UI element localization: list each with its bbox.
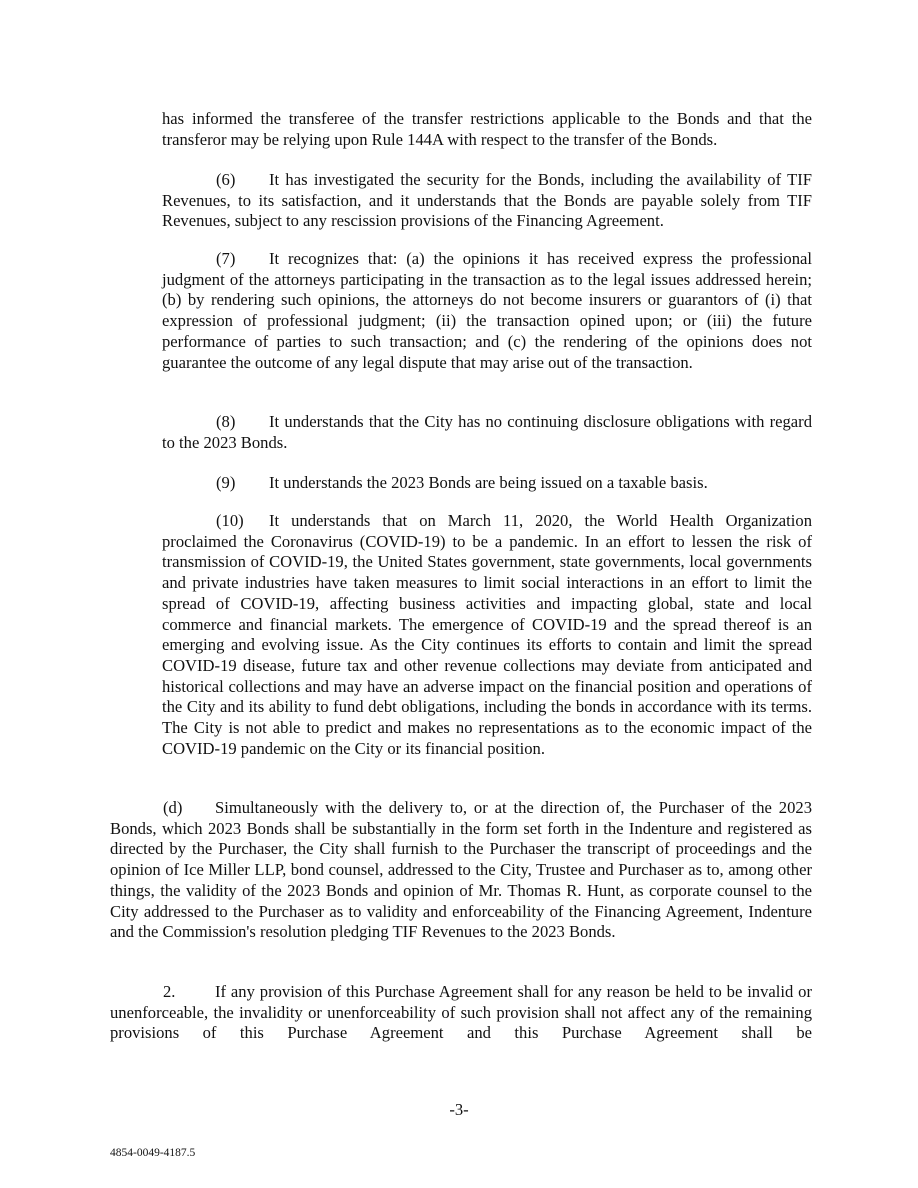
item-d-number: (d) — [163, 798, 183, 817]
paragraph-item-7 — [162, 249, 812, 373]
item-7-number: (7) — [216, 249, 236, 268]
paragraph-item-10 — [162, 511, 812, 759]
item-7-text: It recognizes that: (a) the opinions it has received express the professional judgment of the attorneys participating in the transaction as to the legal issues addressed herein; (b) by rendering such opinions, the attorneys do not become insurers or guarantors of (i) that expression of professional judgment; (ii) the transaction opined upon; or (iii) the future performance of parties to such transaction; and (c) the rendering of the opinions does not guarantee the outcome of any legal dispute that may arise out of the transaction. — [162, 249, 812, 372]
item-2-number: 2. — [163, 982, 176, 1001]
paragraph-continuation — [162, 109, 812, 150]
paragraph-item-6 — [162, 170, 812, 232]
paragraph-item-8 — [162, 412, 812, 453]
item-8-number: (8) — [216, 412, 236, 431]
item-6-text: It has investigated the security for the Bonds, including the availability of TIF Revenues, to its satisfaction, and it understands that the Bonds are payable solely from TIF Revenues, subject to any rescission provisions of the Financing Agreement. — [162, 170, 812, 231]
paragraph-item-d — [110, 798, 812, 943]
item-2-text: If any provision of this Purchase Agreement shall for any reason be held to be invalid or unenforceable, the invalidity or unenforceability of such provision shall not affect any of the remaining provisions of this Purchase Agreement and this Purchase Agreement shall be — [110, 982, 812, 1043]
item-10-text: It understands that on March 11, 2020, the World Health Organization proclaimed the Coronavirus (COVID-19) to be a pandemic. In an effort to lessen the risk of transmission of COVID-19, the United States government, state governments, local governments and private industries have taken measures to limit social interactions in an effort to limit the spread of COVID-19, affecting business activities and impacting global, state and local commerce and financial markets. The emergence of COVID-19 and the spread thereof is an emerging and evolving issue. As the City continues its efforts to contain and limit the spread COVID-19 disease, future tax and other revenue collections may deviate from anticipated and historical collections and may have an adverse impact on the financial position and operations of the City and its ability to fund debt obligations, including the bonds in accordance with its terms. The City is not able to predict and makes no representations as to the economic impact of the COVID-19 pandemic on the City or its financial position. — [162, 511, 812, 758]
item-10-number: (10) — [216, 511, 244, 530]
document-id: 4854-0049-4187.5 — [110, 1147, 196, 1159]
item-9-number: (9) — [216, 473, 236, 492]
paragraph-item-2 — [110, 982, 812, 1044]
paragraph-continuation-text: has informed the transferee of the transfer restrictions applicable to the Bonds and that the transferor may be relying upon Rule 144A with respect to the transfer of the Bonds. — [162, 109, 812, 149]
item-9-text: It understands the 2023 Bonds are being issued on a taxable basis. — [269, 473, 708, 492]
item-6-number: (6) — [216, 170, 236, 189]
item-d-text: Simultaneously with the delivery to, or at the direction of, the Purchaser of the 2023 Bonds, which 2023 Bonds shall be substantially in the form set forth in the Indenture and registered as directed by the Purchaser, the City shall furnish to the Purchaser the transcript of proceedings and the opinion of Ice Miller LLP, bond counsel, addressed to the City, Trustee and Purchaser as to, among other things, the validity of the 2023 Bonds and opinion of Mr. Thomas R. Hunt, as corporate counsel to the City addressed to the Purchaser as to validity and enforceability of the Financing Agreement, Indenture and the Commission's resolution pledging TIF Revenues to the 2023 Bonds. — [110, 798, 812, 942]
item-8-text: It understands that the City has no continuing disclosure obligations with regard to the 2023 Bonds. — [162, 412, 812, 452]
paragraph-item-9 — [162, 473, 812, 494]
page-number: -3- — [449, 1100, 469, 1119]
